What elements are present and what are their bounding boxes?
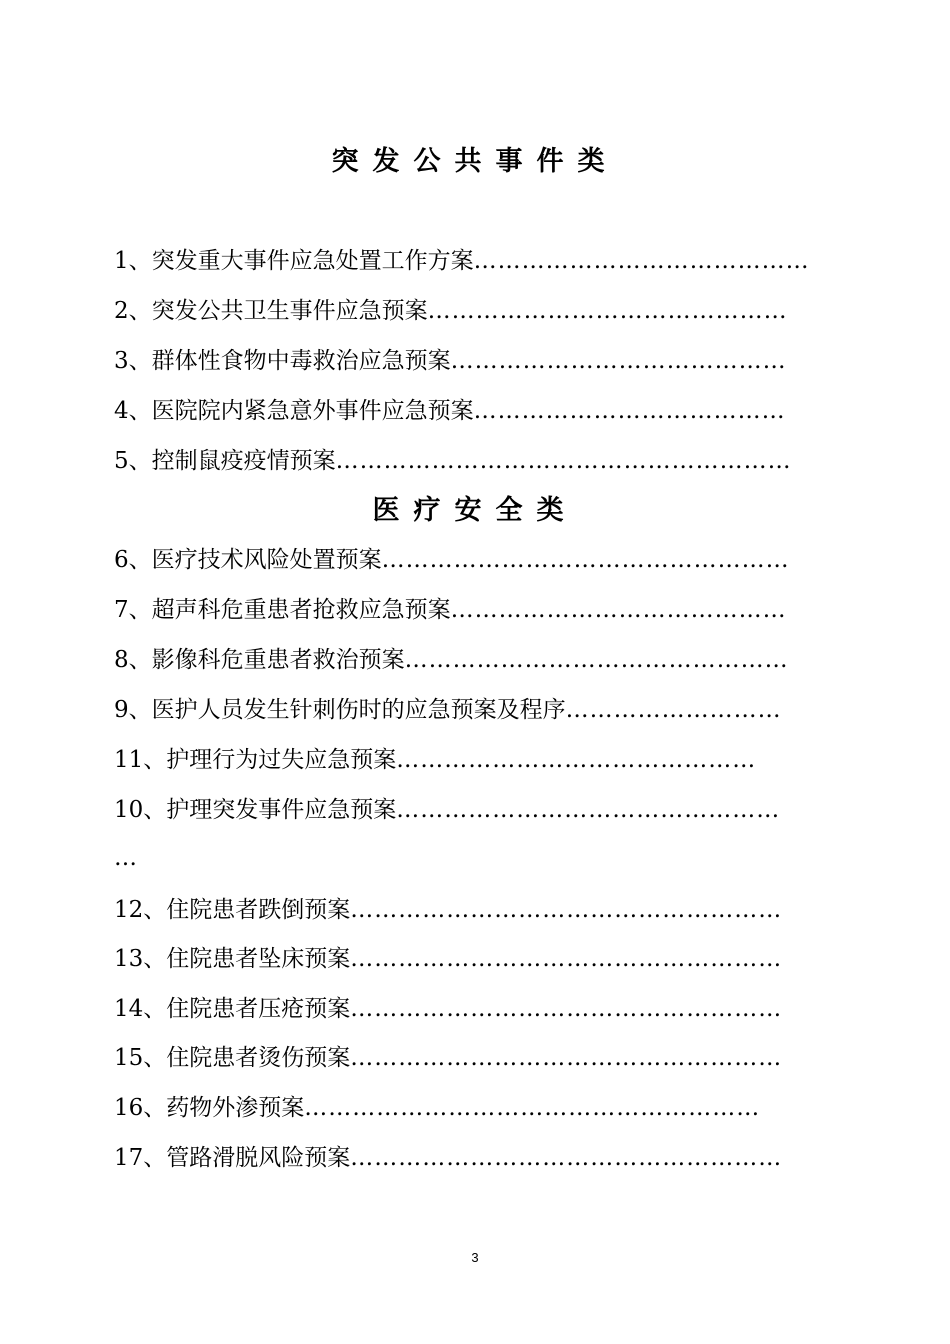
toc-item-number: 10、: [114, 797, 167, 823]
toc-item[interactable]: [114, 795, 780, 825]
toc-leader-dots: …………………………………………: [404, 647, 789, 673]
toc-item[interactable]: [114, 745, 756, 775]
toc-item-number: 15、: [114, 1045, 167, 1071]
toc-item[interactable]: [114, 1093, 760, 1123]
toc-leader-dots: …: [114, 845, 138, 871]
toc-item-number: 14、: [114, 996, 167, 1022]
toc-item-text: 住院患者坠床预案: [166, 946, 351, 972]
toc-item[interactable]: [114, 895, 782, 925]
toc-leader-dots: ……………………………………: [450, 597, 787, 623]
toc-item[interactable]: [114, 545, 790, 575]
toc-leader-dots: …………………………………………: [396, 797, 781, 823]
toc-item-number: 13、: [114, 946, 167, 972]
toc-item[interactable]: [114, 396, 786, 426]
toc-item-number: 12、: [114, 897, 167, 923]
toc-item-text: 医护人员发生针刺伤时的应急预案及程序: [151, 697, 566, 723]
toc-item-number: 9、: [114, 697, 152, 723]
toc-leader-dots: ………………………………………………: [350, 1045, 783, 1071]
toc-leader-dots: ……………………………………: [473, 248, 810, 274]
toc-item-number: 5、: [114, 448, 152, 474]
page-number: 3: [471, 1250, 479, 1265]
toc-item-number: 7、: [114, 597, 152, 623]
toc-leader-dots: ………………………………………………: [350, 897, 783, 923]
toc-item[interactable]: [114, 296, 788, 326]
toc-item[interactable]: [114, 1043, 782, 1073]
toc-item-text: 突发重大事件应急处置工作方案: [151, 248, 474, 274]
toc-leader-dots: ………………………………………………: [350, 1145, 783, 1171]
toc-item-number: 16、: [114, 1095, 167, 1121]
section-title-public-events: 突发公共事件类: [331, 146, 619, 177]
toc-item[interactable]: [114, 1143, 782, 1173]
toc-item[interactable]: [114, 944, 782, 974]
toc-item-text: 护理突发事件应急预案: [166, 797, 397, 823]
toc-leader-dots: ………………………………………………: [350, 996, 783, 1022]
toc-item-continuation: [114, 843, 138, 873]
toc-item[interactable]: [114, 695, 782, 725]
toc-leader-dots: ……………………………………………: [381, 547, 790, 573]
toc-item[interactable]: [114, 595, 787, 625]
toc-item-text: 影像科危重患者救治预案: [151, 647, 405, 673]
toc-leader-dots: …………………………………………………: [304, 1095, 761, 1121]
toc-leader-dots: ………………………: [565, 697, 782, 723]
toc-leader-dots: ………………………………………: [427, 298, 788, 324]
toc-item[interactable]: [114, 346, 787, 376]
toc-item-text: 护理行为过失应急预案: [166, 747, 397, 773]
toc-item-number: 3、: [114, 348, 152, 374]
toc-leader-dots: …………………………………………………: [335, 448, 792, 474]
toc-item[interactable]: [114, 645, 789, 675]
toc-item-text: 医院院内紧急意外事件应急预案: [151, 398, 474, 424]
toc-item[interactable]: [114, 446, 792, 476]
toc-leader-dots: ……………………………………: [450, 348, 787, 374]
section-title-medical-safety: 医疗安全类: [372, 495, 578, 526]
toc-item-text: 超声科危重患者抢救应急预案: [151, 597, 451, 623]
toc-item-number: 11、: [114, 747, 167, 773]
toc-leader-dots: ………………………………………………: [350, 946, 783, 972]
toc-leader-dots: ………………………………………: [396, 747, 757, 773]
toc-item-text: 药物外渗预案: [166, 1095, 305, 1121]
toc-item-number: 17、: [114, 1145, 167, 1171]
toc-item[interactable]: [114, 246, 810, 276]
toc-item-number: 2、: [114, 298, 152, 324]
toc-item-text: 突发公共卫生事件应急预案: [151, 298, 428, 324]
toc-item-number: 4、: [114, 398, 152, 424]
toc-item-number: 8、: [114, 647, 152, 673]
toc-item-text: 群体性食物中毒救治应急预案: [151, 348, 451, 374]
toc-item-text: 控制鼠疫疫情预案: [151, 448, 336, 474]
toc-item-text: 住院患者压疮预案: [166, 996, 351, 1022]
toc-item-text: 住院患者跌倒预案: [166, 897, 351, 923]
toc-item[interactable]: [114, 994, 782, 1024]
toc-item-number: 6、: [114, 547, 152, 573]
toc-leader-dots: …………………………………: [473, 398, 786, 424]
toc-item-text: 医疗技术风险处置预案: [151, 547, 382, 573]
toc-item-text: 管路滑脱风险预案: [166, 1145, 351, 1171]
toc-item-number: 1、: [114, 248, 152, 274]
toc-item-text: 住院患者烫伤预案: [166, 1045, 351, 1071]
